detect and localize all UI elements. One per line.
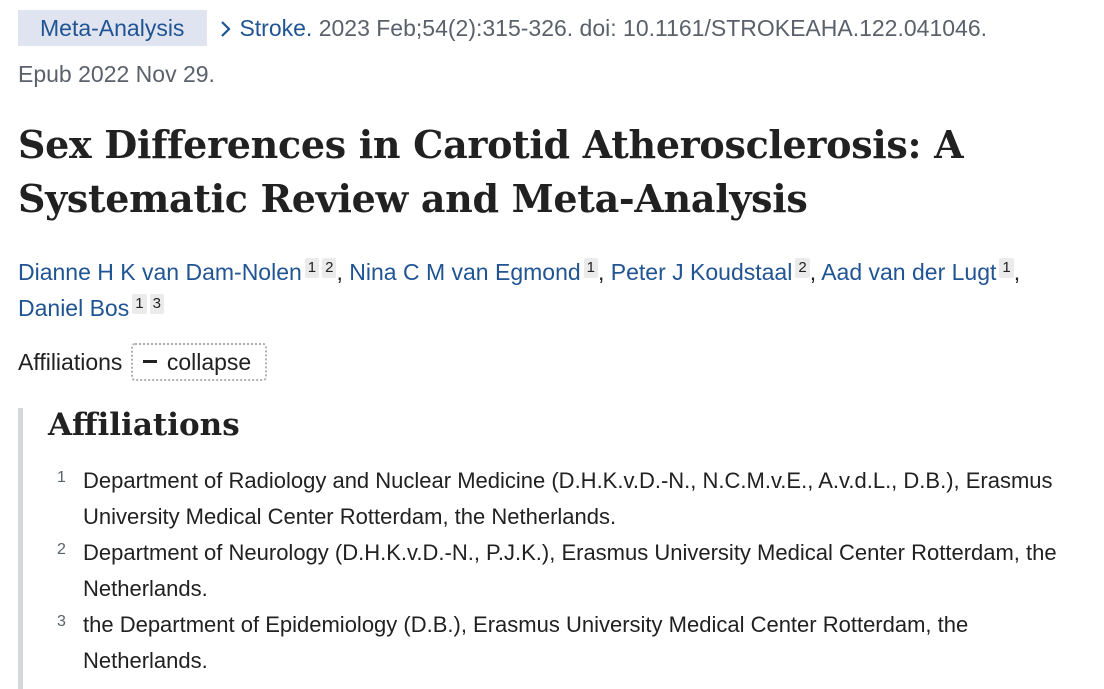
affiliations-toggle-row [18,343,267,381]
author-link[interactable]: Nina C M van Egmond [349,259,581,285]
affiliation-text: Department of Neurology (D.H.K.v.D.-N., P.J.K.), Erasmus University Medical Center Rotterdam, the Netherlands. [83,540,1057,601]
affiliation-text: Department of Radiology and Nuclear Medicine (D.H.K.v.D.-N., N.C.M.v.E., A.v.d.L., D.B.), Erasmus University Medical Center Rotterdam, the Netherlands. [83,468,1053,529]
epub-date: Epub 2022 Nov 29. [18,61,215,87]
affiliation-ref-badge[interactable]: 2 [795,258,809,278]
collapse-affiliations-button[interactable] [131,343,267,381]
author-link[interactable]: Daniel Bos [18,295,130,321]
author-link[interactable]: Aad van der Lugt [821,259,997,285]
chevron-right-icon[interactable] [219,13,239,47]
author-separator: , [809,259,822,285]
affiliations-label: Affiliations [18,349,123,375]
affiliation-item [23,535,1088,607]
affiliation-number: 1 [57,469,66,486]
affiliation-item [23,463,1088,535]
affiliation-ref-badge[interactable]: 1 [999,258,1013,278]
affiliations-panel [18,408,1093,689]
journal-link[interactable]: Stroke. [239,15,313,41]
affiliation-number: 3 [57,613,66,630]
affiliation-item [23,607,1088,679]
author-link[interactable]: Peter J Koudstaal [610,259,793,285]
collapse-button-label: collapse [166,349,252,375]
affiliation-ref-badge[interactable]: 1 [132,294,146,314]
minus-icon [143,360,157,363]
citation-details: 2023 Feb;54(2):315-326. doi: 10.1161/STROKEAHA.122.041046. [318,15,988,41]
citation-line [18,10,987,47]
author-separator: , [336,259,350,285]
affiliation-ref-badge[interactable]: 1 [305,258,319,278]
author-separator: , [1013,259,1021,285]
affiliations-heading: Affiliations [48,407,240,443]
article-title: Sex Differences in Carotid Atherosclerosis: A Systematic Review and Meta-Analysis [18,122,964,221]
affiliation-text: the Department of Epidemiology (D.B.), Erasmus University Medical Center Rotterdam, the Netherlands. [83,612,969,673]
author-link[interactable]: Dianne H K van Dam-Nolen [18,259,302,285]
author-separator: , [598,259,611,285]
affiliation-ref-badge[interactable]: 1 [584,258,598,278]
authors-list [18,254,1088,326]
affiliation-number: 2 [57,541,66,558]
publication-type-badge[interactable]: Meta-Analysis [18,10,207,46]
affiliation-ref-badge[interactable]: 2 [322,258,336,278]
affiliation-ref-badge[interactable]: 3 [150,294,164,314]
affiliations-list [23,463,1088,679]
